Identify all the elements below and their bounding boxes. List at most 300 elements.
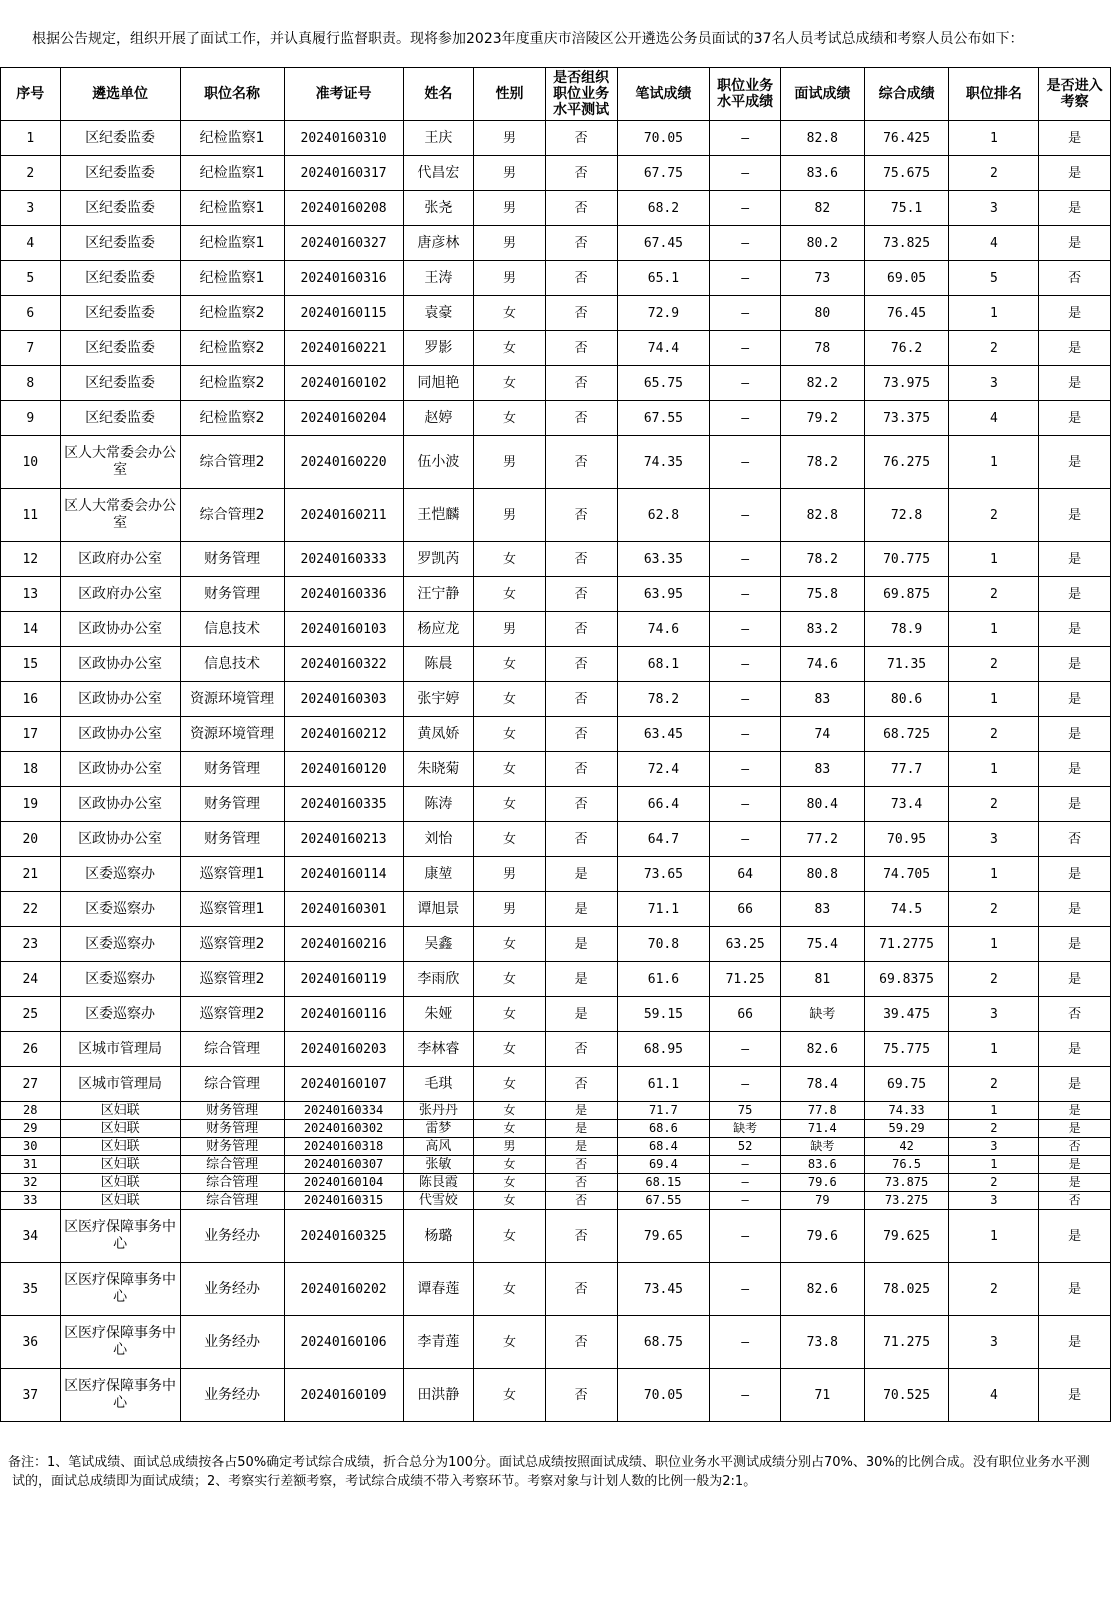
cell-skill-score: — [710, 1316, 781, 1369]
cell-exam-id: 20240160318 [284, 1138, 403, 1156]
table-row [1, 1210, 1111, 1263]
cell-index: 1 [1, 121, 61, 156]
cell-position: 巡察管理1 [180, 892, 284, 927]
cell-skill-score: — [710, 1192, 781, 1210]
cell-interview-score: 83 [780, 752, 864, 787]
cell-inspection: 是 [1039, 1174, 1111, 1192]
cell-interview-score: 82.8 [780, 121, 864, 156]
cell-rank: 2 [949, 1174, 1039, 1192]
cell-interview-score: 77.2 [780, 822, 864, 857]
cell-skill-score: — [710, 717, 781, 752]
cell-interview-score: 74.6 [780, 647, 864, 682]
cell-total-score: 71.2775 [864, 927, 949, 962]
cell-gender: 男 [474, 857, 546, 892]
cell-skill-score: 缺考 [710, 1120, 781, 1138]
cell-inspection: 是 [1039, 682, 1111, 717]
cell-inspection: 是 [1039, 156, 1111, 191]
cell-skill-test: 是 [545, 892, 617, 927]
cell-rank: 1 [949, 1156, 1039, 1174]
cell-interview-score: 78.2 [780, 542, 864, 577]
cell-index: 16 [1, 682, 61, 717]
cell-inspection: 是 [1039, 1120, 1111, 1138]
cell-gender: 女 [474, 647, 546, 682]
table-row [1, 577, 1111, 612]
table-row [1, 647, 1111, 682]
cell-exam-id: 20240160221 [284, 331, 403, 366]
cell-name: 李林睿 [403, 1032, 474, 1067]
cell-inspection: 是 [1039, 1102, 1111, 1120]
cell-index: 9 [1, 401, 61, 436]
cell-name: 毛琪 [403, 1067, 474, 1102]
cell-skill-test: 否 [545, 331, 617, 366]
col-header-rank: 职位排名 [949, 68, 1039, 121]
cell-total-score: 73.375 [864, 401, 949, 436]
cell-name: 杨应龙 [403, 612, 474, 647]
cell-position: 巡察管理1 [180, 857, 284, 892]
cell-name: 陈晨 [403, 647, 474, 682]
cell-skill-test: 否 [545, 1174, 617, 1192]
cell-total-score: 69.75 [864, 1067, 949, 1102]
cell-inspection: 是 [1039, 1263, 1111, 1316]
cell-total-score: 70.525 [864, 1369, 949, 1422]
cell-gender: 男 [474, 436, 546, 489]
cell-gender: 女 [474, 401, 546, 436]
cell-skill-test: 否 [545, 787, 617, 822]
cell-gender: 女 [474, 1102, 546, 1120]
cell-skill-score: — [710, 226, 781, 261]
cell-exam-id: 20240160114 [284, 857, 403, 892]
cell-written-score: 67.45 [617, 226, 710, 261]
cell-index: 27 [1, 1067, 61, 1102]
col-header-written-score: 笔试成绩 [617, 68, 710, 121]
cell-written-score: 78.2 [617, 682, 710, 717]
cell-name: 谭春莲 [403, 1263, 474, 1316]
cell-name: 伍小波 [403, 436, 474, 489]
cell-skill-score: 52 [710, 1138, 781, 1156]
cell-exam-id: 20240160317 [284, 156, 403, 191]
cell-written-score: 67.55 [617, 401, 710, 436]
cell-rank: 1 [949, 1210, 1039, 1263]
cell-gender: 女 [474, 1120, 546, 1138]
cell-written-score: 63.95 [617, 577, 710, 612]
cell-unit: 区委巡察办 [60, 892, 180, 927]
cell-written-score: 68.15 [617, 1174, 710, 1192]
cell-skill-score: — [710, 682, 781, 717]
cell-exam-id: 20240160322 [284, 647, 403, 682]
table-row [1, 121, 1111, 156]
cell-position: 纪检监察1 [180, 226, 284, 261]
cell-interview-score: 83 [780, 682, 864, 717]
cell-name: 同旭艳 [403, 366, 474, 401]
cell-rank: 3 [949, 997, 1039, 1032]
cell-index: 14 [1, 612, 61, 647]
cell-skill-test: 是 [545, 857, 617, 892]
cell-index: 28 [1, 1102, 61, 1120]
cell-skill-test: 否 [545, 261, 617, 296]
cell-name: 陈艮霞 [403, 1174, 474, 1192]
table-row [1, 962, 1111, 997]
cell-rank: 1 [949, 121, 1039, 156]
cell-inspection: 是 [1039, 1156, 1111, 1174]
cell-exam-id: 20240160301 [284, 892, 403, 927]
cell-position: 巡察管理2 [180, 997, 284, 1032]
cell-interview-score: 77.8 [780, 1102, 864, 1120]
cell-index: 15 [1, 647, 61, 682]
cell-skill-test: 否 [545, 1156, 617, 1174]
cell-interview-score: 83.2 [780, 612, 864, 647]
cell-position: 纪检监察1 [180, 261, 284, 296]
cell-name: 康堃 [403, 857, 474, 892]
cell-name: 张敏 [403, 1156, 474, 1174]
cell-written-score: 64.7 [617, 822, 710, 857]
cell-position: 财务管理 [180, 787, 284, 822]
cell-index: 19 [1, 787, 61, 822]
cell-skill-score: — [710, 542, 781, 577]
cell-unit: 区妇联 [60, 1138, 180, 1156]
col-header-index: 序号 [1, 68, 61, 121]
col-header-skill-test: 是否组织职位业务水平测试 [545, 68, 617, 121]
cell-rank: 2 [949, 331, 1039, 366]
cell-rank: 2 [949, 717, 1039, 752]
cell-gender: 女 [474, 787, 546, 822]
col-header-name: 姓名 [403, 68, 474, 121]
cell-inspection: 是 [1039, 366, 1111, 401]
cell-position: 财务管理 [180, 577, 284, 612]
cell-name: 朱娅 [403, 997, 474, 1032]
cell-exam-id: 20240160203 [284, 1032, 403, 1067]
cell-inspection: 否 [1039, 1138, 1111, 1156]
cell-skill-test: 否 [545, 1316, 617, 1369]
cell-skill-score: 64 [710, 857, 781, 892]
cell-exam-id: 20240160220 [284, 436, 403, 489]
cell-index: 20 [1, 822, 61, 857]
cell-skill-test: 否 [545, 612, 617, 647]
cell-total-score: 73.875 [864, 1174, 949, 1192]
cell-inspection: 是 [1039, 331, 1111, 366]
cell-inspection: 是 [1039, 962, 1111, 997]
cell-position: 纪检监察2 [180, 401, 284, 436]
cell-inspection: 是 [1039, 752, 1111, 787]
cell-written-score: 66.4 [617, 787, 710, 822]
cell-name: 罗凯芮 [403, 542, 474, 577]
cell-interview-score: 78.2 [780, 436, 864, 489]
cell-gender: 女 [474, 927, 546, 962]
table-row [1, 1102, 1111, 1120]
col-header-gender: 性别 [474, 68, 546, 121]
cell-name: 黄凤娇 [403, 717, 474, 752]
cell-gender: 女 [474, 331, 546, 366]
cell-name: 代昌宏 [403, 156, 474, 191]
cell-interview-score: 79.2 [780, 401, 864, 436]
cell-total-score: 78.9 [864, 612, 949, 647]
cell-inspection: 是 [1039, 489, 1111, 542]
cell-index: 37 [1, 1369, 61, 1422]
cell-unit: 区委巡察办 [60, 997, 180, 1032]
cell-skill-test: 否 [545, 226, 617, 261]
cell-name: 高风 [403, 1138, 474, 1156]
cell-index: 8 [1, 366, 61, 401]
cell-skill-test: 是 [545, 1102, 617, 1120]
cell-gender: 女 [474, 717, 546, 752]
cell-skill-score: 63.25 [710, 927, 781, 962]
cell-skill-score: — [710, 1067, 781, 1102]
cell-skill-test: 否 [545, 1263, 617, 1316]
cell-gender: 男 [474, 121, 546, 156]
cell-inspection: 是 [1039, 226, 1111, 261]
cell-inspection: 是 [1039, 577, 1111, 612]
cell-interview-score: 82.8 [780, 489, 864, 542]
cell-unit: 区医疗保障事务中心 [60, 1263, 180, 1316]
cell-gender: 男 [474, 892, 546, 927]
cell-written-score: 70.8 [617, 927, 710, 962]
cell-exam-id: 20240160104 [284, 1174, 403, 1192]
table-row [1, 1192, 1111, 1210]
cell-index: 18 [1, 752, 61, 787]
cell-name: 李雨欣 [403, 962, 474, 997]
cell-skill-test: 否 [545, 752, 617, 787]
cell-written-score: 65.75 [617, 366, 710, 401]
cell-index: 5 [1, 261, 61, 296]
cell-rank: 1 [949, 682, 1039, 717]
cell-rank: 1 [949, 542, 1039, 577]
cell-skill-test: 否 [545, 366, 617, 401]
cell-gender: 女 [474, 1067, 546, 1102]
cell-index: 4 [1, 226, 61, 261]
cell-gender: 男 [474, 1138, 546, 1156]
cell-index: 34 [1, 1210, 61, 1263]
cell-unit: 区政协办公室 [60, 647, 180, 682]
cell-rank: 2 [949, 577, 1039, 612]
cell-written-score: 71.1 [617, 892, 710, 927]
cell-rank: 2 [949, 1120, 1039, 1138]
cell-skill-test: 否 [545, 401, 617, 436]
cell-exam-id: 20240160107 [284, 1067, 403, 1102]
cell-total-score: 74.5 [864, 892, 949, 927]
table-row [1, 857, 1111, 892]
cell-gender: 女 [474, 366, 546, 401]
cell-index: 17 [1, 717, 61, 752]
cell-interview-score: 83.6 [780, 156, 864, 191]
cell-unit: 区纪委监委 [60, 296, 180, 331]
cell-interview-score: 80 [780, 296, 864, 331]
cell-rank: 2 [949, 1263, 1039, 1316]
cell-inspection: 是 [1039, 647, 1111, 682]
cell-written-score: 68.95 [617, 1032, 710, 1067]
table-row [1, 612, 1111, 647]
cell-index: 29 [1, 1120, 61, 1138]
col-header-inspection: 是否进入考察 [1039, 68, 1111, 121]
cell-written-score: 68.4 [617, 1138, 710, 1156]
cell-inspection: 是 [1039, 1067, 1111, 1102]
cell-rank: 1 [949, 1102, 1039, 1120]
cell-name: 王涛 [403, 261, 474, 296]
cell-total-score: 70.775 [864, 542, 949, 577]
cell-name: 吴鑫 [403, 927, 474, 962]
cell-skill-test: 否 [545, 121, 617, 156]
cell-unit: 区委巡察办 [60, 927, 180, 962]
cell-unit: 区城市管理局 [60, 1067, 180, 1102]
cell-interview-score: 缺考 [780, 1138, 864, 1156]
cell-unit: 区纪委监委 [60, 226, 180, 261]
cell-inspection: 是 [1039, 401, 1111, 436]
cell-rank: 1 [949, 612, 1039, 647]
cell-position: 综合管理 [180, 1067, 284, 1102]
cell-total-score: 75.675 [864, 156, 949, 191]
cell-exam-id: 20240160310 [284, 121, 403, 156]
cell-exam-id: 20240160115 [284, 296, 403, 331]
results-table [0, 67, 1111, 1422]
cell-unit: 区妇联 [60, 1156, 180, 1174]
table-row [1, 822, 1111, 857]
cell-unit: 区医疗保障事务中心 [60, 1210, 180, 1263]
cell-skill-test: 否 [545, 717, 617, 752]
cell-index: 36 [1, 1316, 61, 1369]
cell-position: 财务管理 [180, 752, 284, 787]
table-row [1, 489, 1111, 542]
cell-skill-score: — [710, 156, 781, 191]
cell-name: 张丹丹 [403, 1102, 474, 1120]
cell-exam-id: 20240160333 [284, 542, 403, 577]
cell-exam-id: 20240160202 [284, 1263, 403, 1316]
cell-position: 综合管理2 [180, 436, 284, 489]
cell-skill-score: — [710, 191, 781, 226]
cell-index: 2 [1, 156, 61, 191]
cell-position: 综合管理2 [180, 489, 284, 542]
cell-skill-score: 66 [710, 892, 781, 927]
cell-gender: 男 [474, 489, 546, 542]
cell-rank: 3 [949, 191, 1039, 226]
cell-exam-id: 20240160212 [284, 717, 403, 752]
cell-inspection: 是 [1039, 892, 1111, 927]
cell-position: 综合管理 [180, 1192, 284, 1210]
cell-skill-score: — [710, 752, 781, 787]
cell-rank: 4 [949, 226, 1039, 261]
cell-written-score: 61.6 [617, 962, 710, 997]
table-row [1, 1032, 1111, 1067]
cell-gender: 男 [474, 156, 546, 191]
cell-index: 25 [1, 997, 61, 1032]
cell-unit: 区医疗保障事务中心 [60, 1316, 180, 1369]
cell-interview-score: 82 [780, 191, 864, 226]
cell-name: 袁豪 [403, 296, 474, 331]
cell-interview-score: 71.4 [780, 1120, 864, 1138]
table-row [1, 191, 1111, 226]
cell-inspection: 否 [1039, 997, 1111, 1032]
cell-gender: 男 [474, 191, 546, 226]
cell-interview-score: 75.8 [780, 577, 864, 612]
cell-index: 12 [1, 542, 61, 577]
cell-total-score: 39.475 [864, 997, 949, 1032]
cell-name: 陈涛 [403, 787, 474, 822]
table-row [1, 226, 1111, 261]
cell-rank: 1 [949, 1032, 1039, 1067]
cell-written-score: 63.35 [617, 542, 710, 577]
cell-name: 朱晓菊 [403, 752, 474, 787]
cell-inspection: 是 [1039, 1210, 1111, 1263]
cell-skill-score: — [710, 489, 781, 542]
cell-exam-id: 20240160120 [284, 752, 403, 787]
table-row [1, 927, 1111, 962]
cell-total-score: 79.625 [864, 1210, 949, 1263]
cell-skill-test: 否 [545, 1210, 617, 1263]
cell-interview-score: 73.8 [780, 1316, 864, 1369]
cell-gender: 女 [474, 577, 546, 612]
col-header-unit: 遴选单位 [60, 68, 180, 121]
cell-rank: 1 [949, 296, 1039, 331]
cell-index: 33 [1, 1192, 61, 1210]
table-body [1, 121, 1111, 1422]
cell-exam-id: 20240160216 [284, 927, 403, 962]
table-row [1, 1120, 1111, 1138]
cell-interview-score: 78 [780, 331, 864, 366]
table-row [1, 401, 1111, 436]
cell-exam-id: 20240160315 [284, 1192, 403, 1210]
cell-position: 纪检监察1 [180, 121, 284, 156]
cell-skill-test: 否 [545, 191, 617, 226]
cell-written-score: 73.65 [617, 857, 710, 892]
cell-skill-test: 是 [545, 927, 617, 962]
cell-total-score: 70.95 [864, 822, 949, 857]
cell-name: 唐彦林 [403, 226, 474, 261]
intro-paragraph: 根据公告规定，组织开展了面试工作，并认真履行监督职责。现将参加2023年度重庆市涪陵区公开遴选公务员面试的37名人员考试总成绩和考察人员公布如下： [32, 31, 1024, 47]
cell-unit: 区妇联 [60, 1174, 180, 1192]
cell-unit: 区纪委监委 [60, 156, 180, 191]
cell-written-score: 69.4 [617, 1156, 710, 1174]
cell-total-score: 42 [864, 1138, 949, 1156]
cell-written-score: 70.05 [617, 121, 710, 156]
cell-skill-score: — [710, 1369, 781, 1422]
cell-skill-test: 否 [545, 682, 617, 717]
cell-rank: 1 [949, 436, 1039, 489]
cell-total-score: 76.275 [864, 436, 949, 489]
cell-skill-score: — [710, 1156, 781, 1174]
cell-unit: 区政协办公室 [60, 717, 180, 752]
cell-interview-score: 80.4 [780, 787, 864, 822]
cell-rank: 3 [949, 1138, 1039, 1156]
cell-rank: 1 [949, 857, 1039, 892]
cell-name: 代雪姣 [403, 1192, 474, 1210]
cell-interview-score: 79 [780, 1192, 864, 1210]
cell-inspection: 是 [1039, 857, 1111, 892]
cell-interview-score: 82.2 [780, 366, 864, 401]
cell-exam-id: 20240160102 [284, 366, 403, 401]
cell-rank: 2 [949, 489, 1039, 542]
cell-interview-score: 78.4 [780, 1067, 864, 1102]
cell-total-score: 75.775 [864, 1032, 949, 1067]
cell-gender: 男 [474, 226, 546, 261]
cell-position: 纪检监察1 [180, 191, 284, 226]
cell-skill-score: — [710, 647, 781, 682]
col-header-exam-id: 准考证号 [284, 68, 403, 121]
cell-written-score: 62.8 [617, 489, 710, 542]
cell-skill-score: 75 [710, 1102, 781, 1120]
cell-interview-score: 79.6 [780, 1210, 864, 1263]
cell-exam-id: 20240160208 [284, 191, 403, 226]
cell-skill-score: — [710, 612, 781, 647]
cell-written-score: 59.15 [617, 997, 710, 1032]
cell-unit: 区人大常委会办公室 [60, 436, 180, 489]
cell-skill-score: — [710, 1174, 781, 1192]
cell-exam-id: 20240160116 [284, 997, 403, 1032]
cell-skill-test: 是 [545, 1138, 617, 1156]
cell-skill-test: 否 [545, 1369, 617, 1422]
cell-written-score: 74.4 [617, 331, 710, 366]
cell-gender: 男 [474, 612, 546, 647]
cell-total-score: 69.05 [864, 261, 949, 296]
cell-unit: 区政协办公室 [60, 682, 180, 717]
cell-index: 30 [1, 1138, 61, 1156]
table-row [1, 331, 1111, 366]
